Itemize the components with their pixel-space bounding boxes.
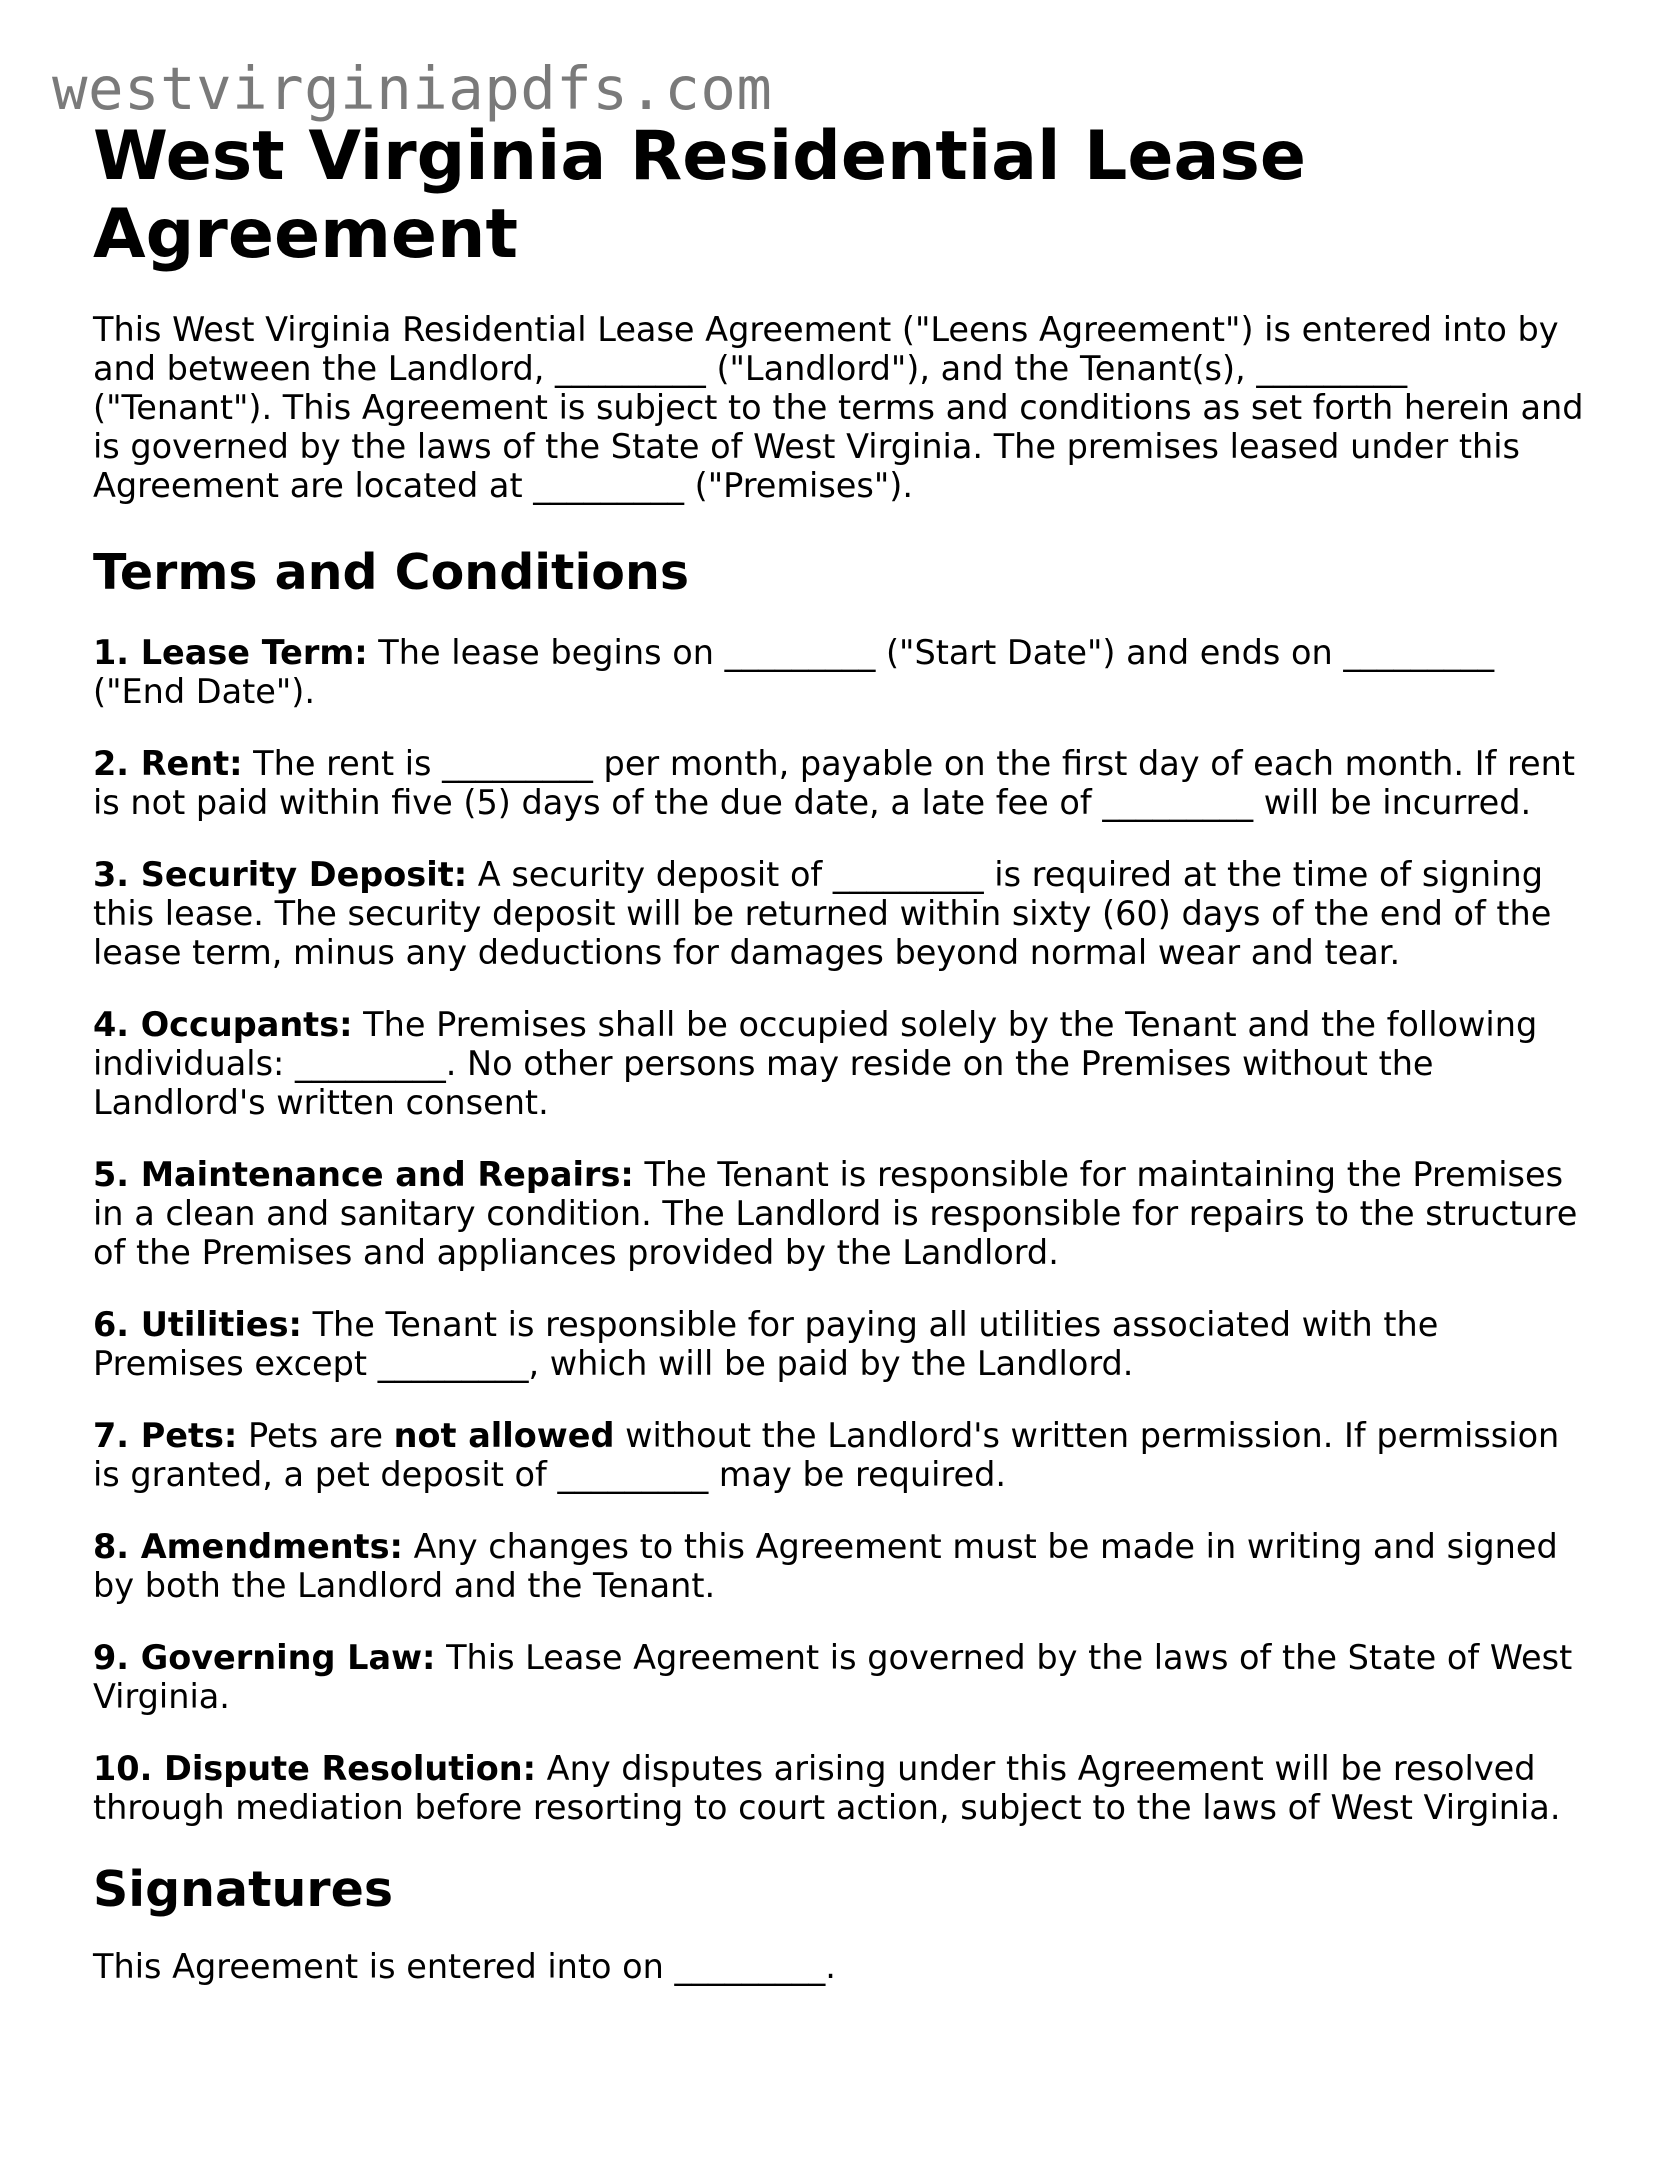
clause-label: 1. Lease Term: bbox=[93, 633, 368, 672]
clause-text: The Tenant is responsible for maintaining the Premises in a clean and sanitary condition. The Landlord is responsible for repairs to the structure of the Premises and appliances provided by the Landlord. bbox=[93, 1155, 1578, 1272]
document-page bbox=[93, 118, 1593, 2020]
clause-emphasis: not allowed bbox=[393, 1416, 615, 1455]
clause-label: 10. Dispute Resolution: bbox=[93, 1749, 537, 1788]
clause-text: Pets are bbox=[237, 1416, 394, 1455]
clause-label: 3. Security Deposit: bbox=[93, 855, 468, 894]
clause-text: without the Landlord's written permission. If permission is granted, a pet deposit of _________ may be required. bbox=[93, 1416, 1560, 1494]
terms-heading: Terms and Conditions bbox=[93, 544, 689, 601]
clause-text: The rent is _________ per month, payable on the first day of each month. If rent is not paid within five (5) days of the due date, a late fee of _________ will be incurred. bbox=[93, 744, 1575, 822]
clause-label: 9. Governing Law: bbox=[93, 1638, 436, 1677]
clause-security-deposit bbox=[93, 855, 1593, 972]
clause-text: This Lease Agreement is governed by the laws of the State of West Virginia. bbox=[93, 1638, 1573, 1716]
closing-statement: This Agreement is entered into on _________. bbox=[93, 1947, 836, 1986]
clause-text: The Tenant is responsible for paying all utilities associated with the Premises except _________, which will be paid by the Landlord. bbox=[93, 1305, 1439, 1383]
clause-dispute-resolution bbox=[93, 1749, 1593, 1827]
clause-label: 5. Maintenance and Repairs: bbox=[93, 1155, 634, 1194]
clause-label: 6. Utilities: bbox=[93, 1305, 302, 1344]
clause-label: 2. Rent: bbox=[93, 744, 243, 783]
clause-maintenance bbox=[93, 1155, 1593, 1272]
document-title: West Virginia Residential Lease Agreement bbox=[93, 117, 1306, 274]
clause-text: A security deposit of _________ is required at the time of signing this lease. The security deposit will be returned within sixty (60) days of the end of the lease term, minus any deductions for damages beyond normal wear and tear. bbox=[93, 855, 1552, 972]
clause-text: Any changes to this Agreement must be made in writing and signed by both the Landlord and the Tenant. bbox=[93, 1527, 1558, 1605]
clause-list bbox=[93, 633, 1593, 1827]
clause-rent bbox=[93, 744, 1593, 822]
clause-occupants bbox=[93, 1005, 1593, 1122]
clause-text: Any disputes arising under this Agreement will be resolved through mediation before resorting to court action, subject to the laws of West Virginia. bbox=[93, 1749, 1561, 1827]
clause-text: The Premises shall be occupied solely by the Tenant and the following individuals: _________. No other persons may reside on the Premises without the Landlord's written consent. bbox=[93, 1005, 1538, 1122]
clause-pets bbox=[93, 1416, 1593, 1494]
clause-label: 7. Pets: bbox=[93, 1416, 238, 1455]
clause-label: 4. Occupants: bbox=[93, 1005, 353, 1044]
clause-lease-term bbox=[93, 633, 1593, 711]
clause-label: 8. Amendments: bbox=[93, 1527, 403, 1566]
signatures-heading: Signatures bbox=[93, 1861, 393, 1918]
intro-paragraph: This West Virginia Residential Lease Agreement ("Leens Agreement") is entered into by and between the Landlord, _________ ("Landlord"), and the Tenant(s), _________ ("Tenant"). This Agreement is subject to the terms and conditions as set forth herein and is governed by the laws of the State of West Virginia. The premises leased under this Agreement are located at _________ ("Premises"). bbox=[93, 310, 1584, 505]
clause-amendments bbox=[93, 1527, 1593, 1605]
clause-governing-law bbox=[93, 1638, 1593, 1716]
clause-utilities bbox=[93, 1305, 1593, 1383]
watermark: westvirginiapdfs.com bbox=[52, 54, 773, 123]
clause-text: The lease begins on _________ ("Start Date") and ends on _________ ("End Date"). bbox=[93, 633, 1495, 711]
